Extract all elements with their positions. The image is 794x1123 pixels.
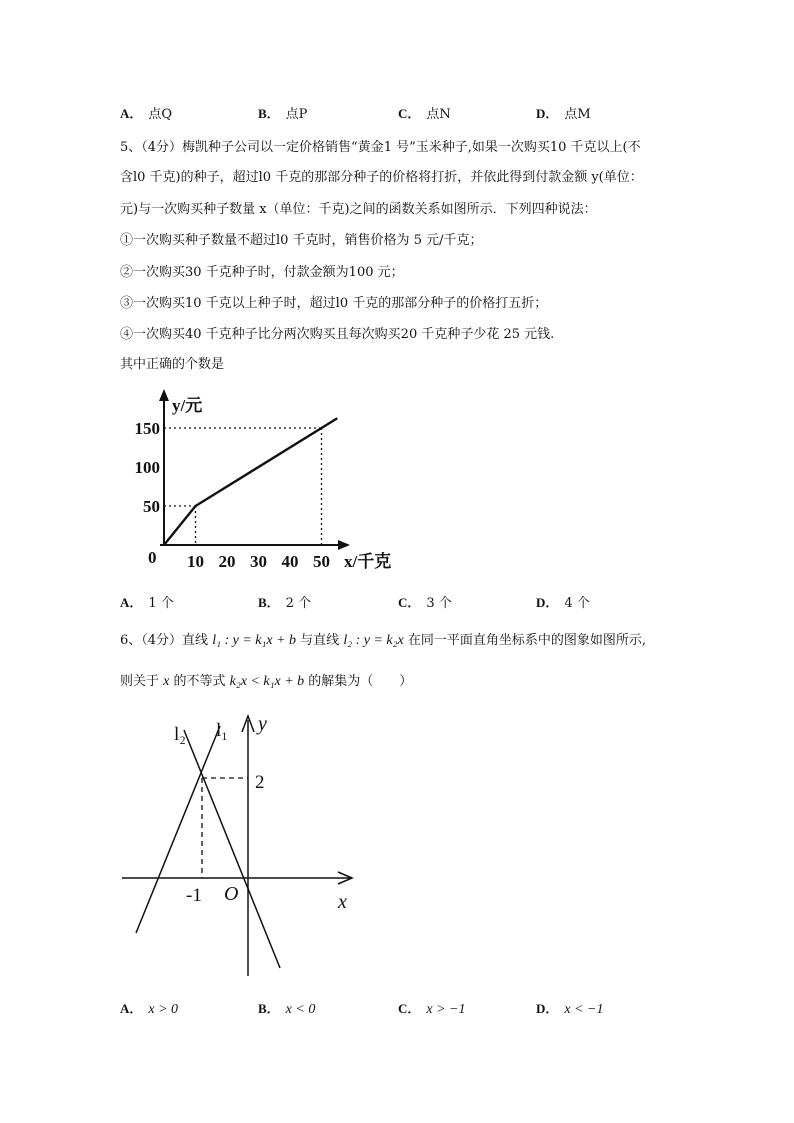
q4-option-b-text: 点P [285, 107, 308, 122]
q5-option-a-label: A． [120, 595, 143, 610]
q6-lines-graph [118, 708, 363, 983]
q6-l1-label: l₁ [216, 720, 228, 741]
q4-option-a[interactable] [120, 103, 172, 122]
q5-line-3: 元)与一次购买种子数量 x（单位：千克)之间的函数关系如图所示．下列四种说法： [120, 202, 597, 217]
q5-statement-1: ①一次购买种子数量不超过l0 千克时，销售价格为 5 元/千克； [120, 233, 483, 248]
q5-question-prompt: 其中正确的个数是 [120, 357, 225, 372]
q5-series-line-0 [164, 418, 337, 545]
q5-option-a[interactable] [120, 592, 174, 611]
q6-l2-expression: l₂ : y = k₂x [343, 633, 404, 648]
q6-line-1 [120, 629, 646, 649]
q5-x-axis-arrow [338, 540, 350, 550]
q5-option-b[interactable] [258, 592, 311, 611]
q5-x-axis-label: x/千克 [344, 552, 392, 571]
q5-option-c-label: C． [398, 595, 421, 610]
q6-origin-label: O [224, 883, 239, 905]
q5-x-tick-label-30: 30 [250, 552, 267, 571]
q6-option-a-label: A． [120, 1001, 143, 1016]
q6-line2-variable: x [163, 674, 170, 689]
q4-option-c-label: C． [398, 106, 421, 121]
q5-option-b-text: 2 个 [285, 596, 312, 611]
q5-y-tick-label-150: 150 [134, 419, 160, 438]
q6-option-c-label: C． [398, 1001, 421, 1016]
q4-option-b-label: B． [258, 106, 280, 121]
q5-y-axis-label: y/元 [172, 396, 203, 415]
q6-line-2 [120, 670, 412, 690]
q5-option-b-label: B． [258, 595, 280, 610]
q6-l2-label: l₂ [174, 724, 186, 745]
q5-x-tick-label-50: 50 [313, 552, 330, 571]
q5-origin-label: 0 [148, 548, 157, 567]
q5-statement-2: ②一次购买30 千克种子时，付款金额为100 元； [120, 265, 404, 280]
q5-x-tick-label-20: 20 [218, 552, 236, 571]
q5-x-tick-label-10: 10 [187, 552, 204, 571]
q5-option-a-text: 1 个 [148, 596, 174, 611]
q5-function-graph [120, 383, 420, 578]
q6-line2-mid: 的不等式 [173, 674, 226, 689]
q6-line2-suffix: 的解集为（ ） [308, 674, 413, 689]
q6-suffix: 在同一平面直角坐标系中的图象如图所示, [407, 633, 646, 648]
q4-option-c[interactable] [398, 103, 451, 122]
q5-option-c[interactable] [398, 592, 452, 611]
q5-line-1: 5、（4分）梅凯种子公司以一定价格销售“黄金1 号”玉米种子,如果一次购买10 千克以上(不 [120, 140, 641, 155]
q4-option-c-text: 点N [426, 107, 451, 122]
q6-x-axis-label: x [338, 891, 347, 913]
q5-x-tick-label-40: 40 [281, 552, 299, 571]
q5-statement-3: ③一次购买10 千克以上种子时，超过l0 千克的那部分种子的价格打五折； [120, 296, 548, 311]
q5-option-d-label: D． [536, 595, 559, 610]
q4-option-b[interactable] [258, 103, 307, 122]
q5-y-tick-label-100: 100 [134, 458, 160, 477]
q6-line-l2 [184, 730, 280, 968]
q6-prefix: 6、（4分）直线 [120, 633, 209, 648]
q6-option-c[interactable] [398, 998, 466, 1018]
q6-option-d-label: D． [536, 1001, 559, 1016]
q4-option-d-label: D． [536, 106, 559, 121]
q5-line-2: 含l0 千克)的种子，超过l0 千克的那部分种子的价格将打折，并依此得到付款金额 y(单位： [120, 170, 643, 185]
q4-option-d[interactable] [536, 103, 591, 122]
q6-option-a-text: x > 0 [148, 1002, 179, 1017]
q6-option-b-text: x < 0 [285, 1002, 316, 1017]
q6-y-axis-label: y [258, 713, 267, 735]
q6-point-y-label: 2 [255, 772, 265, 793]
q6-mid: 与直线 [300, 633, 340, 648]
q6-line-l1 [136, 726, 220, 933]
q6-option-c-text: x > −1 [426, 1002, 466, 1017]
q6-option-b[interactable] [258, 998, 315, 1018]
q6-option-d[interactable] [536, 998, 604, 1018]
q5-option-d-text: 4 个 [564, 596, 590, 611]
q4-option-d-text: 点M [564, 107, 591, 122]
q4-option-a-label: A． [120, 106, 143, 121]
q6-l1-expression: l₁ : y = k₁x + b [212, 633, 297, 648]
q4-option-a-text: 点Q [148, 107, 173, 122]
q5-y-tick-label-50: 50 [143, 497, 160, 516]
q6-line2-prefix: 则关于 [120, 674, 160, 689]
q5-option-c-text: 3 个 [426, 596, 452, 611]
q6-option-b-label: B． [258, 1001, 280, 1016]
q5-statement-4: ④一次购买40 千克种子比分两次购买且每次购买20 千克种子少花 25 元钱. [120, 327, 555, 342]
q6-point-x-label: -1 [186, 885, 202, 906]
q5-y-axis-arrow [159, 389, 169, 401]
q6-option-a[interactable] [120, 998, 178, 1018]
q5-option-d[interactable] [536, 592, 590, 611]
q6-inequality-expression: k₂x < k₁x + b [229, 674, 305, 689]
q6-option-d-text: x < −1 [564, 1002, 604, 1017]
